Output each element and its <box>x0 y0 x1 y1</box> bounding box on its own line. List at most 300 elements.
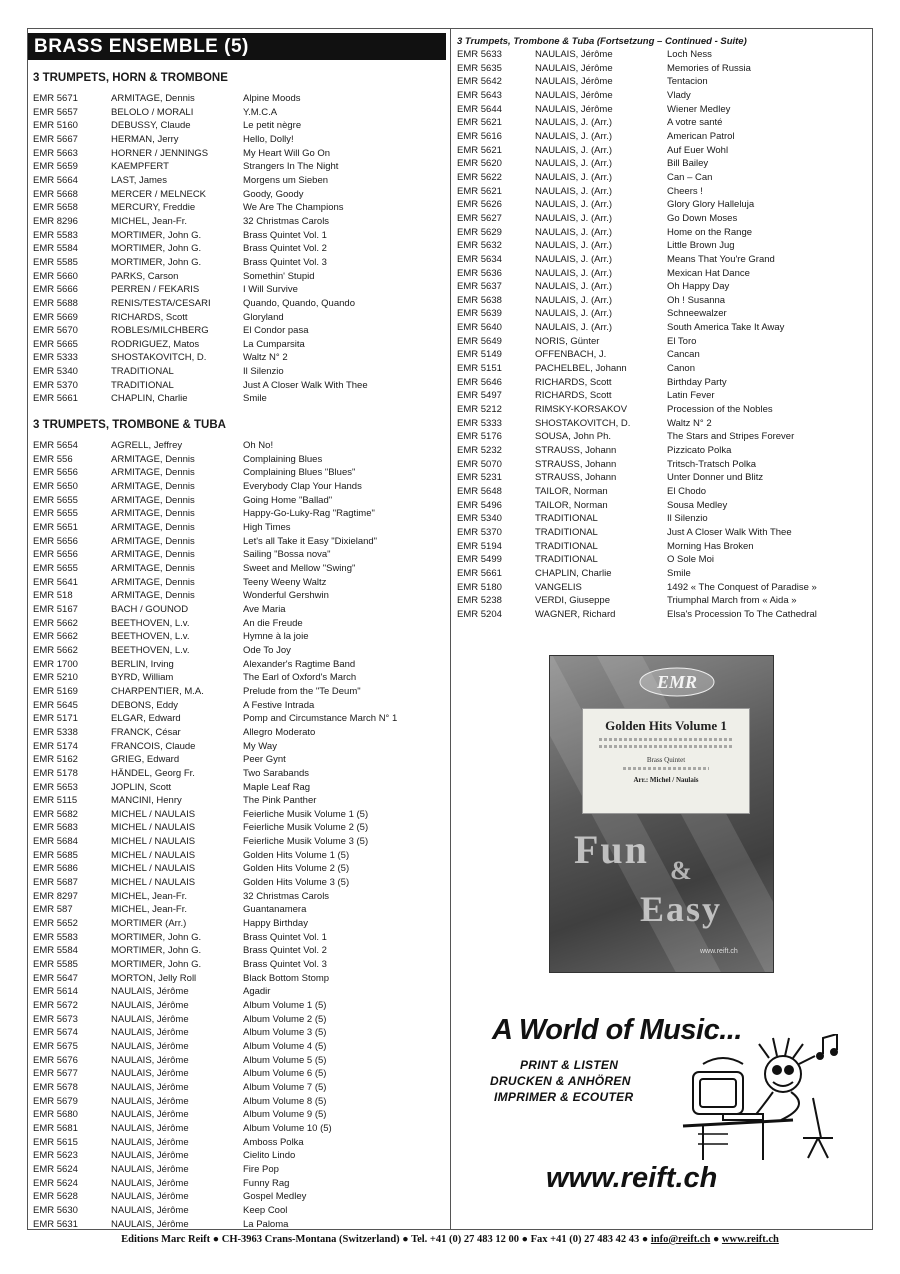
cartoon-computer-icon <box>673 1034 848 1164</box>
catalog-row <box>33 1149 445 1163</box>
catalog-row <box>33 753 445 767</box>
catalog-title: High Times <box>243 522 291 534</box>
catalog-title: Ode To Joy <box>243 644 291 656</box>
catalog-code: EMR 8296 <box>33 215 78 227</box>
catalog-row <box>33 365 445 379</box>
catalog-composer: NAULAIS, Jérôme <box>111 1000 189 1011</box>
catalog-row <box>457 75 867 89</box>
catalog-code: EMR 5615 <box>33 1136 78 1148</box>
catalog-code: EMR 5333 <box>457 417 502 429</box>
catalog-row <box>33 821 445 835</box>
catalog-row <box>33 1177 445 1191</box>
catalog-code: EMR 5672 <box>33 1000 78 1011</box>
catalog-row <box>457 485 867 499</box>
catalog-title: Just A Closer Walk With Thee <box>667 526 792 538</box>
catalog-code: EMR 5149 <box>457 349 502 361</box>
catalog-title: Little Brown Jug <box>667 240 735 252</box>
catalog-composer: MORTIMER, John G. <box>111 256 202 268</box>
catalog-composer: NAULAIS, Jérôme <box>535 76 613 88</box>
catalog-code: EMR 5659 <box>33 161 78 173</box>
catalog-code: EMR 5663 <box>33 147 78 159</box>
catalog-title: Le petit nègre <box>243 120 302 132</box>
catalog-title: Everybody Clap Your Hands <box>243 481 362 493</box>
catalog-row <box>33 876 445 890</box>
catalog-title: Album Volume 6 (5) <box>243 1068 327 1080</box>
catalog-code: EMR 1700 <box>33 658 78 670</box>
catalog-title: Gloryland <box>243 311 284 323</box>
catalog-code: EMR 5171 <box>33 713 78 725</box>
catalog-code: EMR 5174 <box>33 740 78 752</box>
catalog-row <box>33 188 445 202</box>
catalog-title: Amboss Polka <box>243 1136 304 1148</box>
catalog-composer: NAULAIS, J. (Arr.) <box>535 294 613 306</box>
cover-url: www.reift.ch <box>700 948 738 955</box>
catalog-title: Happy Birthday <box>243 918 308 930</box>
catalog-row <box>33 726 445 740</box>
catalog-title: Pomp and Circumstance March N° 1 <box>243 713 398 725</box>
catalog-composer: AGRELL, Jeffrey <box>111 440 183 452</box>
catalog-title: Procession of the Nobles <box>667 404 773 416</box>
catalog-title: Smile <box>243 393 267 405</box>
section-title-tuba-continued: 3 Trumpets, Trombone & Tuba (Fortsetzung – Continued - Suite) <box>457 36 747 47</box>
catalog-code: EMR 5616 <box>457 130 502 142</box>
catalog-composer: SOUSA, John Ph. <box>535 431 612 443</box>
catalog-row <box>33 562 445 576</box>
catalog-composer: NAULAIS, J. (Arr.) <box>535 322 613 334</box>
catalog-row <box>457 458 867 472</box>
catalog-title: Alexander's Ragtime Band <box>243 658 356 670</box>
catalog-code: EMR 5624 <box>33 1177 78 1189</box>
catalog-row <box>33 1054 445 1068</box>
catalog-composer: BEETHOVEN, L.v. <box>111 617 190 629</box>
catalog-composer: NAULAIS, J. (Arr.) <box>535 144 613 156</box>
catalog-code: EMR 5629 <box>457 226 502 238</box>
emr-logo-icon <box>638 666 716 698</box>
catalog-composer: FRANCK, César <box>111 726 181 738</box>
catalog-composer: CHAPLIN, Charlie <box>111 393 188 405</box>
catalog-code: EMR 5626 <box>457 199 502 211</box>
catalog-code: EMR 5679 <box>33 1095 78 1107</box>
catalog-row <box>33 671 445 685</box>
catalog-code: EMR 5640 <box>457 322 502 334</box>
catalog-code: EMR 5622 <box>457 171 502 183</box>
catalog-composer: PARKS, Carson <box>111 270 179 282</box>
catalog-code: EMR 5370 <box>33 379 78 391</box>
catalog-title: South America Take It Away <box>667 322 785 334</box>
catalog-code: EMR 5678 <box>33 1081 78 1093</box>
catalog-composer: JOPLIN, Scott <box>111 781 172 793</box>
catalog-composer: NAULAIS, Jérôme <box>111 1122 189 1134</box>
catalog-code: EMR 5620 <box>457 158 502 170</box>
catalog-title: Brass Quintet Vol. 1 <box>243 229 327 241</box>
catalog-composer: PACHELBEL, Johann <box>535 363 627 375</box>
catalog-title: Hymne à la joie <box>243 631 309 643</box>
catalog-composer: CHAPLIN, Charlie <box>535 567 612 579</box>
catalog-code: EMR 5338 <box>33 726 78 738</box>
catalog-code: EMR 5231 <box>457 472 502 484</box>
catalog-row <box>457 444 867 458</box>
catalog-composer: RICHARDS, Scott <box>111 311 188 323</box>
catalog-title: Il Silenzio <box>243 366 284 378</box>
catalog-row <box>457 417 867 431</box>
catalog-composer: NAULAIS, Jérôme <box>535 49 613 60</box>
catalog-code: EMR 5499 <box>457 554 502 566</box>
catalog-title: Maple Leaf Rag <box>243 781 311 793</box>
catalog-composer: DEBONS, Eddy <box>111 699 179 711</box>
catalog-title: 32 Christmas Carols <box>243 890 330 902</box>
catalog-row <box>33 480 445 494</box>
catalog-composer: HÄNDEL, Georg Fr. <box>111 767 195 779</box>
catalog-title: Schneewalzer <box>667 308 727 320</box>
catalog-code: EMR 5681 <box>33 1122 78 1134</box>
page-banner: BRASS ENSEMBLE (5) <box>28 33 446 60</box>
ad-line-imprimer: IMPRIMER & ECOUTER <box>494 1090 634 1104</box>
catalog-composer: NAULAIS, Jérôme <box>111 1054 189 1066</box>
footer-contact-text: Editions Marc Reift ● CH-3963 Crans-Montana (Switzerland) ● Tel. +41 (0) 27 483 12 00 ● Fax +41 (0) 27 483 42 43 ● <box>121 1234 651 1245</box>
catalog-composer: MANCINI, Henry <box>111 795 182 807</box>
catalog-composer: MICHEL, Jean-Fr. <box>111 215 188 227</box>
catalog-row <box>457 62 867 76</box>
catalog-composer: TAILOR, Norman <box>535 486 608 497</box>
catalog-row <box>457 144 867 158</box>
catalog-composer: MORTIMER, John G. <box>111 959 202 971</box>
catalog-row <box>457 581 867 595</box>
catalog-title: La Paloma <box>243 1218 289 1230</box>
catalog-code: EMR 5210 <box>33 672 78 684</box>
catalog-title: Cancan <box>667 349 700 361</box>
catalog-title: Album Volume 2 (5) <box>243 1013 327 1025</box>
catalog-row <box>457 116 867 130</box>
catalog-row <box>457 48 867 62</box>
catalog-title: Golden Hits Volume 1 (5) <box>243 849 350 861</box>
catalog-row <box>457 280 867 294</box>
catalog-title: Unter Donner und Blitz <box>667 472 764 484</box>
catalog-code: EMR 5658 <box>33 202 78 214</box>
catalog-composer: MICHEL / NAULAIS <box>111 849 196 861</box>
catalog-code: EMR 5340 <box>457 513 502 525</box>
catalog-code: EMR 5194 <box>457 540 502 552</box>
catalog-row <box>457 321 867 335</box>
catalog-code: EMR 5661 <box>457 567 502 579</box>
catalog-code: EMR 5666 <box>33 284 78 296</box>
catalog-code: EMR 5212 <box>457 404 502 416</box>
catalog-composer: MERCER / MELNECK <box>111 188 207 200</box>
catalog-code: EMR 5688 <box>33 297 78 309</box>
catalog-composer: NAULAIS, J. (Arr.) <box>535 158 613 170</box>
catalog-title: Fire Pop <box>243 1163 279 1175</box>
catalog-code: EMR 5497 <box>457 390 502 402</box>
catalog-composer: NAULAIS, Jérôme <box>111 1191 189 1203</box>
catalog-row <box>33 917 445 931</box>
catalog-composer: NAULAIS, Jérôme <box>111 1136 189 1148</box>
catalog-title: Cheers ! <box>667 185 703 197</box>
catalog-title: Morgens um Sieben <box>243 174 329 186</box>
catalog-title: Mexican Hat Dance <box>667 267 750 279</box>
catalog-code: EMR 5635 <box>457 62 502 74</box>
catalog-title: Cielito Lindo <box>243 1150 296 1162</box>
catalog-row <box>457 526 867 540</box>
catalog-row <box>457 212 867 226</box>
catalog-title: Birthday Party <box>667 376 727 388</box>
catalog-code: EMR 5628 <box>33 1191 78 1203</box>
catalog-row <box>457 171 867 185</box>
catalog-title: Just A Closer Walk With Thee <box>243 379 368 391</box>
catalog-title: Guantanamera <box>243 904 307 916</box>
catalog-code: EMR 5070 <box>457 458 502 470</box>
advertisement <box>478 1012 858 1198</box>
catalog-title: Prelude from the "Te Deum" <box>243 685 361 697</box>
section-title-horn: 3 TRUMPETS, HORN & TROMBONE <box>33 72 228 84</box>
catalog-row <box>33 931 445 945</box>
catalog-code: EMR 5180 <box>457 581 502 593</box>
catalog-composer: NAULAIS, Jérôme <box>111 1013 189 1025</box>
catalog-row <box>33 1040 445 1054</box>
catalog-row <box>33 466 445 480</box>
catalog-title: Means That You're Grand <box>667 253 775 265</box>
catalog-composer: ARMITAGE, Dennis <box>111 453 195 465</box>
catalog-row <box>33 229 445 243</box>
catalog-code: EMR 5647 <box>33 972 78 984</box>
catalog-row <box>457 226 867 240</box>
catalog-code: EMR 5661 <box>33 393 78 405</box>
catalog-composer: BERLIN, Irving <box>111 658 174 670</box>
catalog-code: EMR 5115 <box>33 795 78 807</box>
catalog-composer: MORTIMER, John G. <box>111 243 202 255</box>
catalog-title: Go Down Moses <box>667 212 738 224</box>
catalog-title: Sailing "Bossa nova" <box>243 549 331 561</box>
catalog-code: EMR 5654 <box>33 440 78 452</box>
catalog-code: EMR 8297 <box>33 890 78 902</box>
catalog-row <box>457 253 867 267</box>
footer-email-link[interactable]: info@reift.ch <box>650 1234 711 1245</box>
catalog-composer: MORTIMER, John G. <box>111 931 202 943</box>
catalog-row <box>33 106 445 120</box>
catalog-row <box>33 311 445 325</box>
catalog-composer: ELGAR, Edward <box>111 713 181 725</box>
catalog-row <box>33 794 445 808</box>
catalog-composer: GRIEG, Edward <box>111 754 180 766</box>
catalog-row <box>457 185 867 199</box>
catalog-title: Complaining Blues "Blues" <box>243 467 356 479</box>
catalog-composer: ARMITAGE, Dennis <box>111 508 195 520</box>
catalog-code: EMR 5687 <box>33 877 78 889</box>
catalog-row <box>33 147 445 161</box>
catalog-composer: MORTIMER (Arr.) <box>111 918 187 930</box>
catalog-code: EMR 5671 <box>33 93 78 104</box>
catalog-title: Album Volume 1 (5) <box>243 1000 327 1011</box>
catalog-composer: NAULAIS, J. (Arr.) <box>535 117 613 129</box>
catalog-title: Feierliche Musik Volume 1 (5) <box>243 808 369 820</box>
catalog-title: Canon <box>667 363 695 375</box>
catalog-composer: RIMSKY-KORSAKOV <box>535 404 628 416</box>
catalog-title: Smile <box>667 567 691 579</box>
catalog-row <box>33 603 445 617</box>
catalog-row <box>33 1081 445 1095</box>
catalog-title: Brass Quintet Vol. 1 <box>243 931 327 943</box>
catalog-code: EMR 5634 <box>457 253 502 265</box>
catalog-code: EMR 5662 <box>33 617 78 629</box>
footer-web-link[interactable]: www.reift.ch <box>721 1234 779 1245</box>
catalog-composer: ARMITAGE, Dennis <box>111 522 195 534</box>
catalog-composer: OFFENBACH, J. <box>535 349 607 361</box>
catalog-code: EMR 5667 <box>33 133 78 145</box>
catalog-code: EMR 5614 <box>33 986 78 998</box>
catalog-code: EMR 5232 <box>457 445 502 457</box>
right-column <box>457 35 867 622</box>
catalog-composer: SHOSTAKOVITCH, D. <box>535 417 631 429</box>
catalog-code: EMR 5621 <box>457 117 502 129</box>
catalog-title: Feierliche Musik Volume 3 (5) <box>243 836 369 848</box>
catalog-title: Golden Hits Volume 3 (5) <box>243 877 350 889</box>
catalog-code: EMR 5630 <box>33 1204 78 1216</box>
catalog-composer: NAULAIS, Jérôme <box>111 1027 189 1039</box>
catalog-row <box>457 430 867 444</box>
catalog-row <box>33 699 445 713</box>
catalog-row <box>33 890 445 904</box>
catalog-row <box>33 548 445 562</box>
catalog-composer: TRADITIONAL <box>535 513 598 525</box>
catalog-composer: NAULAIS, Jérôme <box>111 1177 189 1189</box>
catalog-title: Strangers In The Night <box>243 161 339 173</box>
catalog-code: EMR 5639 <box>457 308 502 320</box>
catalog-title: Two Sarabands <box>243 767 310 779</box>
catalog-row <box>33 494 445 508</box>
catalog-code: EMR 5674 <box>33 1027 78 1039</box>
catalog-title: Album Volume 5 (5) <box>243 1054 327 1066</box>
catalog-composer: NAULAIS, J. (Arr.) <box>535 130 613 142</box>
catalog-title: Morning Has Broken <box>667 540 754 552</box>
catalog-title: Golden Hits Volume 2 (5) <box>243 863 350 875</box>
catalog-row <box>457 376 867 390</box>
catalog-title: Album Volume 9 (5) <box>243 1109 327 1121</box>
catalog-row <box>33 712 445 726</box>
catalog-title: 1492 « The Conquest of Paradise » <box>667 581 817 593</box>
catalog-title: An die Freude <box>243 617 303 629</box>
catalog-title: Oh Happy Day <box>667 281 730 293</box>
catalog-code: EMR 5638 <box>457 294 502 306</box>
catalog-title: Bill Bailey <box>667 158 709 170</box>
catalog-row <box>33 644 445 658</box>
catalog-row <box>33 1108 445 1122</box>
catalog-code: EMR 5649 <box>457 335 502 347</box>
catalog-code: EMR 5340 <box>33 366 78 378</box>
catalog-title: Brass Quintet Vol. 3 <box>243 256 327 268</box>
catalog-row <box>33 392 445 406</box>
catalog-row <box>33 972 445 986</box>
catalog-title: Can – Can <box>667 171 713 183</box>
catalog-code: EMR 5645 <box>33 699 78 711</box>
catalog-code: EMR 5662 <box>33 644 78 656</box>
catalog-composer: ARMITAGE, Dennis <box>111 576 195 588</box>
catalog-title: Black Bottom Stomp <box>243 972 330 984</box>
catalog-composer: NAULAIS, J. (Arr.) <box>535 185 613 197</box>
catalog-composer: TRADITIONAL <box>111 366 174 378</box>
catalog-row <box>33 658 445 672</box>
catalog-row <box>33 1122 445 1136</box>
catalog-code: EMR 5670 <box>33 325 78 337</box>
catalog-code: EMR 5686 <box>33 863 78 875</box>
catalog-composer: ROBLES/MILCHBERG <box>111 325 209 337</box>
catalog-code: EMR 5333 <box>33 352 78 364</box>
catalog-row <box>33 740 445 754</box>
catalog-composer: NAULAIS, J. (Arr.) <box>535 253 613 265</box>
catalog-code: EMR 5636 <box>457 267 502 279</box>
catalog-composer: CHARPENTIER, M.A. <box>111 685 204 697</box>
catalog-composer: NAULAIS, Jérôme <box>111 1068 189 1080</box>
catalog-code: EMR 5632 <box>457 240 502 252</box>
catalog-composer: NAULAIS, Jérôme <box>111 1081 189 1093</box>
catalog-code: EMR 5651 <box>33 522 78 534</box>
catalog-row <box>457 608 867 622</box>
catalog-code: EMR 5623 <box>33 1150 78 1162</box>
catalog-code: EMR 5646 <box>457 376 502 388</box>
catalog-row <box>33 589 445 603</box>
catalog-composer: VANGELIS <box>535 581 582 593</box>
catalog-composer: NAULAIS, J. (Arr.) <box>535 267 613 279</box>
catalog-row <box>33 835 445 849</box>
catalog-row <box>33 1026 445 1040</box>
ad-headline: A World of Music... <box>492 1014 742 1046</box>
catalog-composer: NAULAIS, Jérôme <box>111 1204 189 1216</box>
catalog-code: EMR 5169 <box>33 685 78 697</box>
catalog-row <box>457 103 867 117</box>
catalog-title: Funny Rag <box>243 1177 290 1189</box>
catalog-composer: STRAUSS, Johann <box>535 472 617 484</box>
catalog-composer: ARMITAGE, Dennis <box>111 93 195 104</box>
catalog-row <box>457 362 867 376</box>
catalog-row <box>33 283 445 297</box>
catalog-composer: NAULAIS, J. (Arr.) <box>535 240 613 252</box>
catalog-row <box>33 215 445 229</box>
catalog-row <box>457 567 867 581</box>
catalog-code: EMR 5648 <box>457 486 502 497</box>
catalog-composer: NAULAIS, Jérôme <box>111 1095 189 1107</box>
ad-line-print-listen: PRINT & LISTEN <box>520 1058 619 1072</box>
catalog-title: Waltz N° 2 <box>667 417 712 429</box>
catalog-composer: FRANCOIS, Claude <box>111 740 196 752</box>
catalog-composer: MORTON, Jelly Roll <box>111 972 197 984</box>
catalog-row <box>33 903 445 917</box>
catalog-composer: NAULAIS, Jérôme <box>111 1163 189 1175</box>
catalog-code: EMR 5669 <box>33 311 78 323</box>
catalog-row <box>457 512 867 526</box>
catalog-row <box>33 256 445 270</box>
catalog-code: EMR 5162 <box>33 754 78 766</box>
catalog-code: EMR 5637 <box>457 281 502 293</box>
album-cover-image <box>549 655 774 973</box>
catalog-code: EMR 518 <box>33 590 73 602</box>
catalog-code: EMR 5655 <box>33 494 78 506</box>
catalog-code: EMR 5167 <box>33 603 78 615</box>
catalog-title: Complaining Blues <box>243 453 323 465</box>
catalog-composer: RICHARDS, Scott <box>535 376 612 388</box>
catalog-composer: LAST, James <box>111 174 167 186</box>
catalog-row <box>33 379 445 393</box>
catalog-title: El Condor pasa <box>243 325 309 337</box>
catalog-code: EMR 556 <box>33 453 73 465</box>
column-divider <box>450 28 451 1230</box>
catalog-composer: TRADITIONAL <box>535 554 598 566</box>
catalog-composer: NAULAIS, Jérôme <box>535 62 613 74</box>
catalog-title: Alpine Moods <box>243 93 301 104</box>
catalog-row <box>457 294 867 308</box>
catalog-title: Il Silenzio <box>667 513 708 525</box>
catalog-composer: NAULAIS, J. (Arr.) <box>535 199 613 211</box>
catalog-composer: NAULAIS, Jérôme <box>535 103 613 115</box>
catalog-composer: HORNER / JENNINGS <box>111 147 209 159</box>
catalog-code: EMR 5665 <box>33 338 78 350</box>
catalog-title: Latin Fever <box>667 390 715 402</box>
